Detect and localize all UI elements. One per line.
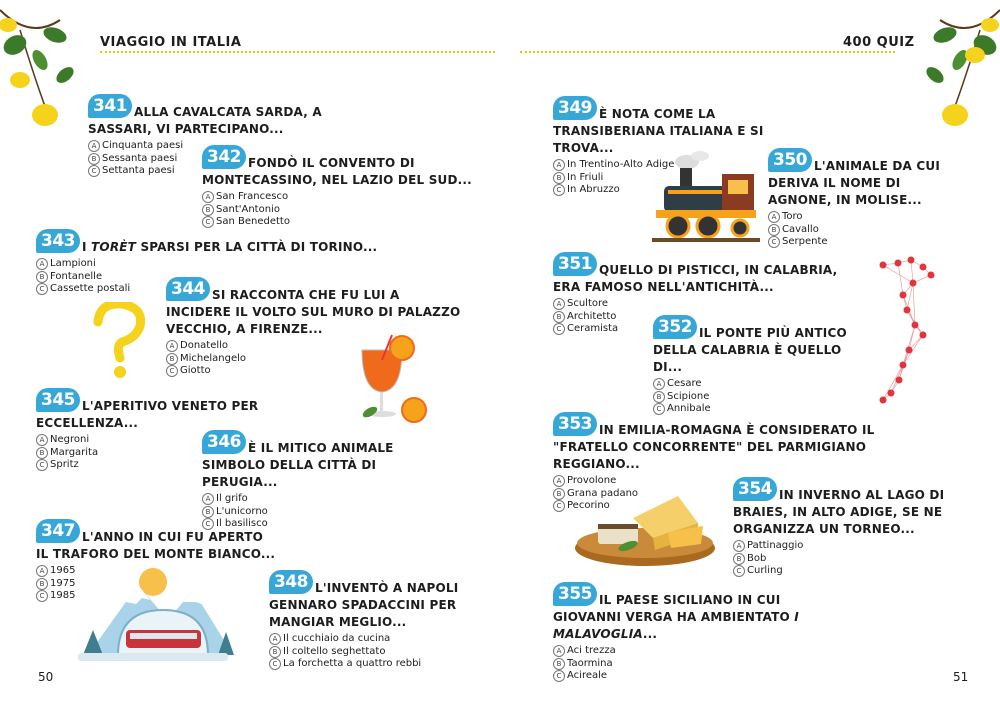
question-mark-icon <box>90 302 150 382</box>
quiz-question: SI RACCONTA CHE FU LUI A INCIDERE IL VOLTO SUL MURO DI PALAZZO VECCHIO, A FIRENZE... <box>166 288 461 336</box>
quiz-question: È NOTA COME LA TRANSIBERIANA ITALIANA E SI TROVA... <box>553 107 764 155</box>
quiz-number-badge: 342 <box>202 145 246 169</box>
answer-option: A Cinquanta paesi <box>88 140 388 153</box>
quiz-question: L'ANNO IN CUI FU APERTO IL TRAFORO DEL MONTE BIANCO... <box>36 530 276 561</box>
answer-option: B Scipione <box>653 391 873 404</box>
answer-option: B Sessanta paesi <box>88 153 388 166</box>
answer-option: C Acireale <box>553 670 843 683</box>
quiz-350 <box>768 150 968 249</box>
quiz-number-badge: 355 <box>553 582 597 606</box>
answer-option: B Michelangelo <box>166 353 466 366</box>
quiz-342 <box>202 147 472 229</box>
answer-option: C Spritz <box>36 459 356 472</box>
answer-option: B 1975 <box>36 578 276 591</box>
quiz-number-badge: 349 <box>553 96 597 120</box>
answer-option: B Grana padano <box>553 488 953 501</box>
lemon-branch-icon <box>920 0 1000 140</box>
spritz-glass-icon <box>352 330 432 425</box>
answer-option: B Taormina <box>553 658 843 671</box>
quiz-number-badge: 350 <box>768 148 812 172</box>
lemon-branch-icon <box>0 0 80 140</box>
page-number-right: 51 <box>953 670 969 684</box>
answer-option: A Lampioni <box>36 258 436 271</box>
answer-option: B Fontanelle <box>36 271 436 284</box>
answer-option: A Donatello <box>166 340 466 353</box>
quiz-number-badge: 351 <box>553 252 597 276</box>
answer-option: A San Francesco <box>202 191 472 204</box>
answer-option: C Annibale <box>653 403 873 416</box>
quiz-question: I TORÈT SPARSI PER LA CITTÀ DI TORINO... <box>82 240 378 254</box>
quiz-348 <box>269 572 469 671</box>
quiz-number-badge: 354 <box>733 477 777 501</box>
quiz-question: IL PONTE PIÙ ANTICO DELLA CALABRIA È QUELLO DI... <box>653 326 847 374</box>
header-left-dots <box>100 51 495 53</box>
quiz-number-badge: 347 <box>36 519 80 543</box>
quiz-question: IL PAESE SICILIANO IN CUI GIOVANNI VERGA HA AMBIENTATO I MALAVOGLIA... <box>553 593 799 641</box>
answer-option: B Cavallo <box>768 224 968 237</box>
quiz-355 <box>553 584 843 683</box>
quiz-question: L'INVENTÒ A NAPOLI GENNARO SPADACCINI PER MANGIAR MEGLIO... <box>269 581 459 629</box>
answer-option: B Margarita <box>36 447 356 460</box>
steam-locomotive-icon <box>652 150 760 246</box>
answer-option: A 1965 <box>36 565 276 578</box>
answer-option: B Bob <box>733 553 973 566</box>
quiz-352 <box>653 317 873 416</box>
answer-option: B Architetto <box>553 311 843 324</box>
quiz-number-badge: 348 <box>269 570 313 594</box>
quiz-question: IN EMILIA-ROMAGNA È CONSIDERATO IL "FRATELLO CONCORRENTE" DEL PARMIGIANO REGGIANO... <box>553 423 875 471</box>
answer-option: A Provolone <box>553 475 953 488</box>
answer-option: C Giotto <box>166 365 466 378</box>
quiz-question: QUELLO DI PISTICCI, IN CALABRIA, ERA FAMOSO NELL'ANTICHITÀ... <box>553 263 838 294</box>
answer-option: A Toro <box>768 211 968 224</box>
answer-option: C Il basilisco <box>202 518 432 531</box>
answer-option: C Pecorino <box>553 500 953 513</box>
quiz-number-badge: 341 <box>88 94 132 118</box>
answer-option: A Scultore <box>553 298 843 311</box>
quiz-question: ALLA CAVALCATA SARDA, A SASSARI, VI PARTECIPANO... <box>88 105 322 136</box>
calabria-map-icon <box>873 255 943 405</box>
answer-option: C In Abruzzo <box>553 184 823 197</box>
quiz-354 <box>733 479 973 578</box>
header-left-title: VIAGGIO IN ITALIA <box>100 35 242 50</box>
answer-option: C La forchetta a quattro rebbi <box>269 658 469 671</box>
quiz-question: L'ANIMALE DA CUI DERIVA IL NOME DI AGNONE, IN MOLISE... <box>768 159 941 207</box>
quiz-number-badge: 346 <box>202 430 246 454</box>
page-number-left: 50 <box>38 670 54 684</box>
answer-option: A In Trentino-Alto Adige <box>553 159 823 172</box>
answer-option: A Aci trezza <box>553 645 843 658</box>
answer-option: A Negroni <box>36 434 356 447</box>
answer-option: B In Friuli <box>553 172 823 185</box>
quiz-question: IN INVERNO AL LAGO DI BRAIES, IN ALTO ADIGE, SE NE ORGANIZZA UN TORNEO... <box>733 488 945 536</box>
quiz-number-badge: 343 <box>36 229 80 253</box>
answer-option: C San Benedetto <box>202 216 472 229</box>
quiz-question: L'APERITIVO VENETO PER ECCELLENZA... <box>36 399 259 430</box>
answer-option: A Cesare <box>653 378 873 391</box>
answer-option: B L'unicorno <box>202 506 432 519</box>
snowy-tunnel-train-icon <box>68 560 238 665</box>
quiz-number-badge: 344 <box>166 277 210 301</box>
answer-option: C Serpente <box>768 236 968 249</box>
header-right-dots <box>520 51 895 53</box>
answer-option: C Settanta paesi <box>88 165 388 178</box>
answer-option: A Pattinaggio <box>733 540 973 553</box>
answer-option: B Il coltello seghettato <box>269 646 469 659</box>
quiz-question: È IL MITICO ANIMALE SIMBOLO DELLA CITTÀ DI PERUGIA... <box>202 441 394 489</box>
quiz-number-badge: 352 <box>653 315 697 339</box>
header-right-title: 400 QUIZ <box>843 35 915 50</box>
quiz-number-badge: 353 <box>553 412 597 436</box>
answer-option: B Sant'Antonio <box>202 204 472 217</box>
answer-option: C Cassette postali <box>36 283 436 296</box>
answer-option: A Il cucchiaio da cucina <box>269 633 469 646</box>
quiz-346 <box>202 432 432 531</box>
answer-option: C Curling <box>733 565 973 578</box>
quiz-number-badge: 345 <box>36 388 80 412</box>
answer-option: A Il grifo <box>202 493 432 506</box>
answer-option: C 1985 <box>36 590 276 603</box>
answer-option: C Ceramista <box>553 323 843 336</box>
cheese-board-icon <box>573 488 718 570</box>
quiz-question: FONDÒ IL CONVENTO DI MONTECASSINO, NEL LAZIO DEL SUD... <box>202 156 472 187</box>
